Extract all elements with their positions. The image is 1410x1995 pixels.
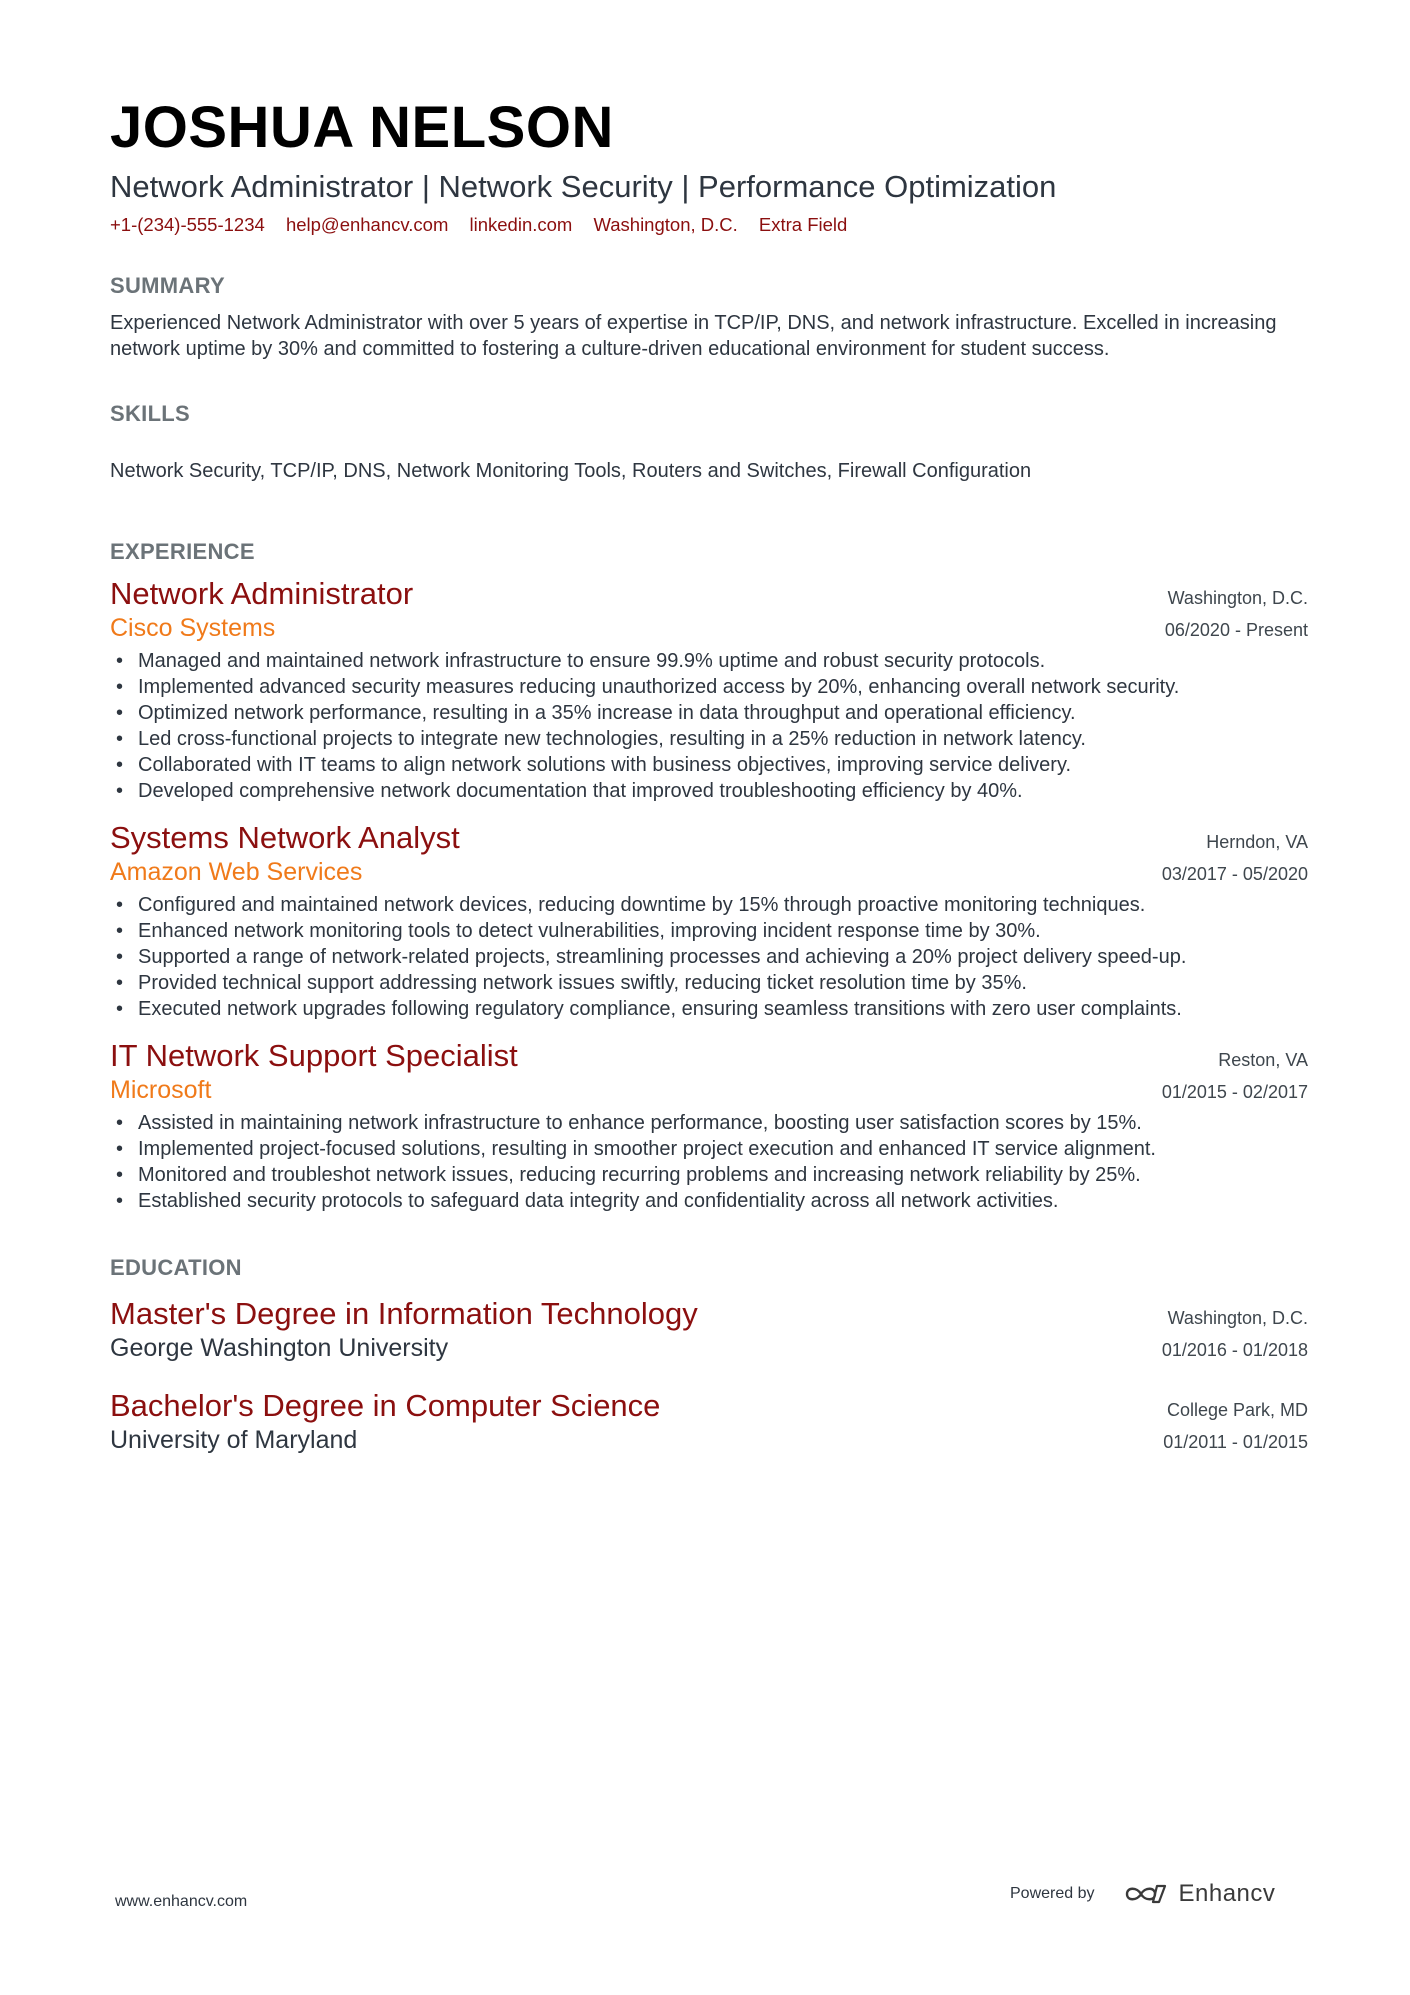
job-dates: 01/2015 - 02/2017 [1161, 1082, 1308, 1102]
job-company: Microsoft [110, 1076, 212, 1104]
powered-by-label: Powered by [1010, 1885, 1095, 1902]
footer-website[interactable]: www.enhancv.com [115, 1893, 248, 1910]
skills-section [110, 400, 1308, 484]
contact-location: Washington, D.C. [593, 214, 738, 235]
education-title: EDUCATION [110, 1255, 242, 1280]
job-location: Reston, VA [1218, 1050, 1308, 1070]
job-role: Systems Network Analyst [110, 820, 460, 855]
bullet-item: • Supported a range of network-related projects, streamlining processes and achieving a 20% project delivery speed-up. [110, 944, 1308, 970]
bullet-item: • Enhanced network monitoring tools to detect vulnerabilities, improving incident response time by 30%. [110, 918, 1308, 944]
bullet-item: • Implemented advanced security measures reducing unauthorized access by 20%, enhancing overall network security. [110, 674, 1308, 700]
job-bullets [110, 892, 1308, 1022]
school-name: University of Maryland [110, 1426, 358, 1454]
degree-title: Bachelor's Degree in Computer Science [110, 1388, 661, 1423]
summary-section [110, 272, 1308, 362]
education-location: College Park, MD [1166, 1400, 1308, 1420]
job-role: IT Network Support Specialist [110, 1038, 518, 1073]
school-row [110, 1332, 1308, 1364]
job-company-row [110, 1074, 1308, 1106]
enhancv-logo[interactable] [1123, 1880, 1276, 1908]
job-title-row [110, 576, 1308, 612]
skills-text: Network Security, TCP/IP, DNS, Network Monitoring Tools, Routers and Switches, Firewall Configuration [110, 460, 1032, 482]
brand-name: Enhancv [1178, 1880, 1276, 1907]
experience-entry [110, 576, 1308, 804]
education-location: Washington, D.C. [1167, 1308, 1308, 1328]
contact-bar [110, 212, 1308, 238]
job-dates: 06/2020 - Present [1164, 620, 1308, 640]
bullet-item: • Implemented project-focused solutions, resulting in smoother project execution and enhanced IT service alignment. [110, 1136, 1308, 1162]
bullet-item: • Managed and maintained network infrastructure to ensure 99.9% uptime and robust security protocols. [110, 648, 1308, 674]
job-bullets [110, 648, 1308, 804]
degree-title: Master's Degree in Information Technology [110, 1296, 698, 1331]
job-dates: 03/2017 - 05/2020 [1161, 864, 1308, 884]
bullet-item: • Executed network upgrades following regulatory compliance, ensuring seamless transitions with zero user complaints. [110, 996, 1308, 1022]
bullet-item: • Provided technical support addressing network issues swiftly, reducing ticket resolution time by 35%. [110, 970, 1308, 996]
experience-title: EXPERIENCE [110, 539, 255, 564]
education-entry [110, 1388, 1308, 1456]
contact-extra-field: Extra Field [758, 214, 848, 235]
job-company: Cisco Systems [110, 614, 276, 642]
degree-row [110, 1296, 1308, 1332]
experience-section [110, 538, 1308, 1214]
job-company-row [110, 612, 1308, 644]
candidate-headline: Network Administrator | Network Security | Performance Optimization [110, 169, 1057, 204]
school-name: George Washington University [110, 1334, 449, 1362]
experience-entry [110, 820, 1308, 1022]
job-location: Herndon, VA [1206, 832, 1308, 852]
job-company-row [110, 856, 1308, 888]
experience-entry [110, 1038, 1308, 1214]
candidate-name: JOSHUA NELSON [110, 95, 614, 160]
skills-title: SKILLS [110, 401, 191, 426]
school-row [110, 1424, 1308, 1456]
resume-content [110, 94, 1308, 1456]
summary-text: Experienced Network Administrator with over 5 years of expertise in TCP/IP, DNS, and network infrastructure. Excelled in increasing network uptime by 30% and committed to fostering a culture-driven educational environment for student success. [110, 312, 1277, 360]
job-company: Amazon Web Services [110, 858, 363, 886]
bullet-item: • Collaborated with IT teams to align network solutions with business objectives, improving service delivery. [110, 752, 1308, 778]
bullet-item: • Led cross-functional projects to integrate new technologies, resulting in a 25% reduction in network latency. [110, 726, 1308, 752]
education-entry [110, 1296, 1308, 1364]
contact-linkedin[interactable]: linkedin.com [469, 214, 573, 235]
job-role: Network Administrator [110, 576, 414, 611]
job-bullets [110, 1110, 1308, 1214]
bullet-item: • Monitored and troubleshot network issues, reducing recurring problems and increasing network reliability by 25%. [110, 1162, 1308, 1188]
bullet-item: • Established security protocols to safeguard data integrity and confidentiality across all network activities. [110, 1188, 1308, 1214]
contact-phone[interactable]: +1-(234)-555-1234 [110, 214, 265, 235]
education-dates: 01/2011 - 01/2015 [1163, 1432, 1308, 1452]
degree-row [110, 1388, 1308, 1424]
bullet-item: • Developed comprehensive network documentation that improved troubleshooting efficiency by 40%. [110, 778, 1308, 804]
education-section [110, 1254, 1308, 1456]
job-title-row [110, 820, 1308, 856]
job-location: Washington, D.C. [1167, 588, 1308, 608]
education-dates: 01/2016 - 01/2018 [1161, 1340, 1308, 1360]
footer-branding [1010, 1880, 1275, 1908]
bullet-item: • Configured and maintained network devices, reducing downtime by 15% through proactive monitoring techniques. [110, 892, 1308, 918]
bullet-item: • Assisted in maintaining network infrastructure to enhance performance, boosting user satisfaction scores by 15%. [110, 1110, 1308, 1136]
summary-title: SUMMARY [110, 273, 225, 298]
job-title-row [110, 1038, 1308, 1074]
enhancv-logo-icon [1123, 1881, 1169, 1907]
bullet-item: • Optimized network performance, resulting in a 35% increase in data throughput and operational efficiency. [110, 700, 1308, 726]
contact-email[interactable]: help@enhancv.com [285, 214, 449, 235]
